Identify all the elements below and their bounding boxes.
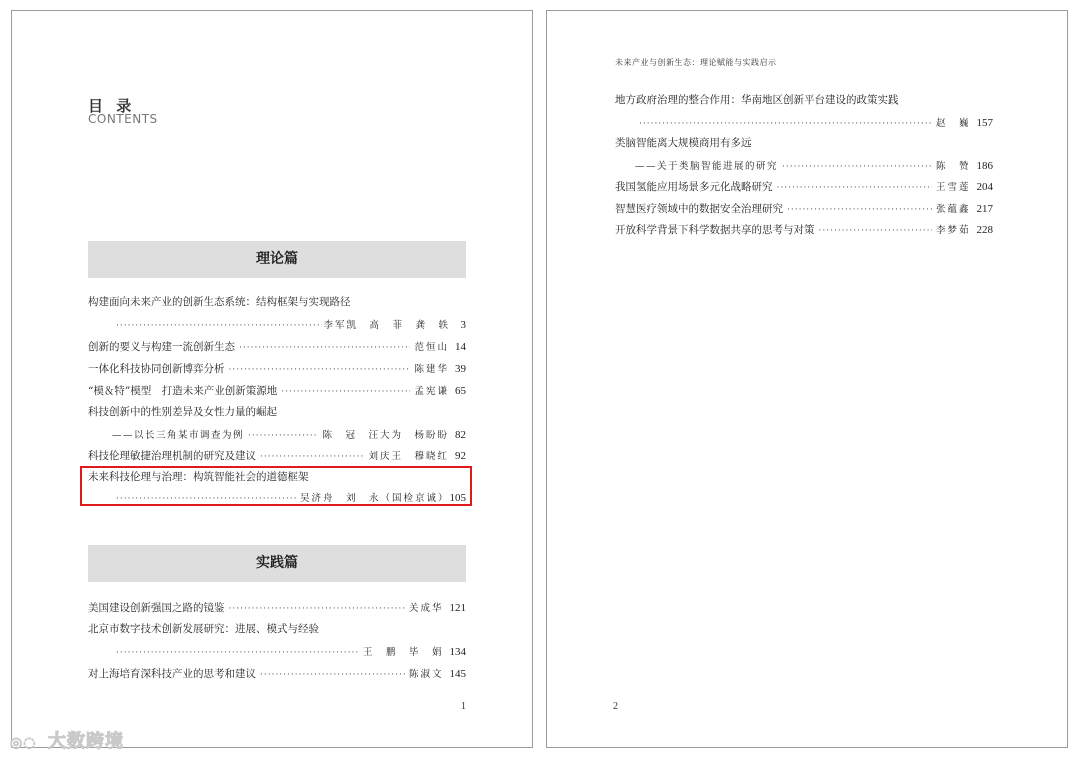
toc-entry[interactable] bbox=[88, 600, 466, 614]
leader-dots bbox=[782, 162, 932, 172]
toc-entry-page: 39 bbox=[455, 363, 466, 375]
toc-entry-line[interactable] bbox=[112, 644, 466, 658]
toc-subtitle: CONTENTS bbox=[88, 112, 158, 126]
leader-dots bbox=[116, 648, 359, 658]
toc-entry-page: 92 bbox=[455, 450, 466, 462]
toc-entry-title[interactable]: 类脑智能离大规模商用有多远 bbox=[615, 137, 752, 149]
toc-entry-authors: 孟宪谦 bbox=[414, 386, 449, 397]
leader-dots bbox=[229, 365, 411, 375]
toc-entry-line[interactable] bbox=[112, 317, 466, 331]
toc-entry-subtitle: ——关于类脑智能进展的研究 bbox=[635, 161, 779, 172]
leader-dots bbox=[260, 670, 405, 680]
toc-entry-title[interactable]: 地方政府治理的整合作用：华南地区创新平台建设的政策实践 bbox=[615, 94, 899, 106]
leader-dots bbox=[787, 205, 932, 215]
page-number: 2 bbox=[613, 701, 618, 712]
toc-entry-authors: 范恒山 bbox=[414, 342, 449, 353]
left-page bbox=[11, 10, 533, 748]
toc-entry-page: 217 bbox=[976, 203, 993, 215]
section-heading-theory: 理论篇 bbox=[88, 241, 466, 278]
leader-dots bbox=[777, 183, 932, 193]
toc-entry[interactable] bbox=[88, 361, 466, 375]
toc-entry-authors: 陈建华 bbox=[414, 364, 449, 375]
toc-entry-title: 我国氢能应用场景多元化战略研究 bbox=[615, 181, 773, 193]
toc-entry[interactable] bbox=[615, 201, 993, 215]
toc-entry-title: 一体化科技协同创新博弈分析 bbox=[88, 363, 225, 375]
toc-entry-page: 134 bbox=[449, 646, 466, 658]
leader-dots bbox=[639, 119, 932, 129]
toc-entry-subtitle: ——以长三角某市调查为例 bbox=[112, 430, 245, 441]
toc-entry-authors: 王 鹏 毕 娟 bbox=[362, 647, 444, 658]
toc-entry-page: 105 bbox=[449, 492, 466, 504]
toc-entry-authors: 陈淑文 bbox=[408, 669, 444, 680]
toc-entry-line[interactable] bbox=[112, 490, 466, 504]
toc-entry-page: 186 bbox=[976, 160, 993, 172]
toc-entry-title[interactable]: 北京市数字技术创新发展研究：进展、模式与经验 bbox=[88, 623, 319, 635]
toc-entry[interactable] bbox=[88, 448, 466, 462]
toc-entry-title: 科技伦理敏捷治理机制的研究及建议 bbox=[88, 450, 256, 462]
toc-entry-authors: 陈 冠 汪大为 杨盼盼 bbox=[322, 430, 449, 441]
leader-dots bbox=[819, 226, 932, 236]
toc-entry-authors: 李梦茹 bbox=[935, 225, 971, 236]
toc-entry-page: 121 bbox=[449, 602, 466, 614]
toc-entry-title[interactable]: 未来科技伦理与治理：构筑智能社会的道德框架 bbox=[88, 471, 309, 483]
toc-entry[interactable] bbox=[88, 339, 466, 353]
toc-entry-title: 创新的要义与构建一流创新生态 bbox=[88, 341, 235, 353]
leader-dots bbox=[248, 431, 318, 441]
toc-entry[interactable] bbox=[615, 179, 993, 193]
page-number: 1 bbox=[461, 701, 466, 712]
section-heading-practice: 实践篇 bbox=[88, 545, 466, 582]
watermark bbox=[10, 727, 124, 753]
toc-entry-title[interactable]: 科技创新中的性别差异及女性力量的崛起 bbox=[88, 406, 277, 418]
toc-entry-authors: 王雪莲 bbox=[935, 182, 971, 193]
watermark-text: 大数跨境 bbox=[48, 731, 124, 752]
toc-entry-title: 智慧医疗领域中的数据安全治理研究 bbox=[615, 203, 783, 215]
leader-dots bbox=[281, 387, 410, 397]
toc-entry-page: 204 bbox=[976, 181, 993, 193]
leader-dots bbox=[229, 604, 405, 614]
right-page bbox=[546, 10, 1068, 748]
toc-entry-title: 开放科学背景下科学数据共享的思考与对策 bbox=[615, 224, 815, 236]
toc-entry-title: “模＆特”模型 打造未来产业创新策源地 bbox=[88, 385, 278, 397]
toc-entry-authors: 赵 巍 bbox=[935, 118, 971, 129]
toc-entry-page: 3 bbox=[460, 319, 466, 331]
toc-entry-page: 157 bbox=[976, 117, 993, 129]
toc-entry-page: 228 bbox=[976, 224, 993, 236]
toc-entry-page: 65 bbox=[455, 385, 466, 397]
toc-entry-page: 82 bbox=[455, 429, 466, 441]
toc-entry-line[interactable] bbox=[635, 158, 993, 172]
toc-entry-line[interactable] bbox=[112, 427, 466, 441]
toc-entry[interactable] bbox=[88, 666, 466, 680]
toc-entry-title: 美国建设创新强国之路的镜鉴 bbox=[88, 602, 225, 614]
toc-entry[interactable] bbox=[615, 222, 993, 236]
toc-entry-title: 对上海培育深科技产业的思考和建议 bbox=[88, 668, 256, 680]
leader-dots bbox=[116, 321, 319, 331]
toc-entry-page: 145 bbox=[449, 668, 466, 680]
toc-entry-authors: 李军凯 高 菲 龚 轶 bbox=[323, 320, 450, 331]
toc-entry-authors: 吴济舟 刘 永（国检京诚） bbox=[299, 493, 450, 504]
toc-entry-authors: 张蕴鑫 bbox=[935, 204, 971, 215]
toc-entry-authors: 陈 赞 bbox=[935, 161, 971, 172]
leader-dots bbox=[116, 494, 296, 504]
toc-entry-line[interactable] bbox=[635, 115, 993, 129]
leader-dots bbox=[239, 343, 410, 353]
toc-entry-page: 14 bbox=[455, 341, 466, 353]
leader-dots bbox=[260, 452, 364, 462]
toc-entry-authors: 刘庆王 穆晓红 bbox=[368, 451, 449, 462]
toc-entry[interactable] bbox=[88, 383, 466, 397]
watermark-logo-icon: ◎◌ bbox=[10, 735, 37, 751]
toc-title: 目 录 bbox=[88, 97, 136, 115]
running-header: 未来产业与创新生态：理论赋能与实践启示 bbox=[615, 58, 777, 67]
toc-entry-title[interactable]: 构建面向未来产业的创新生态系统：结构框架与实现路径 bbox=[88, 296, 351, 308]
toc-entry-authors: 关成华 bbox=[408, 603, 444, 614]
